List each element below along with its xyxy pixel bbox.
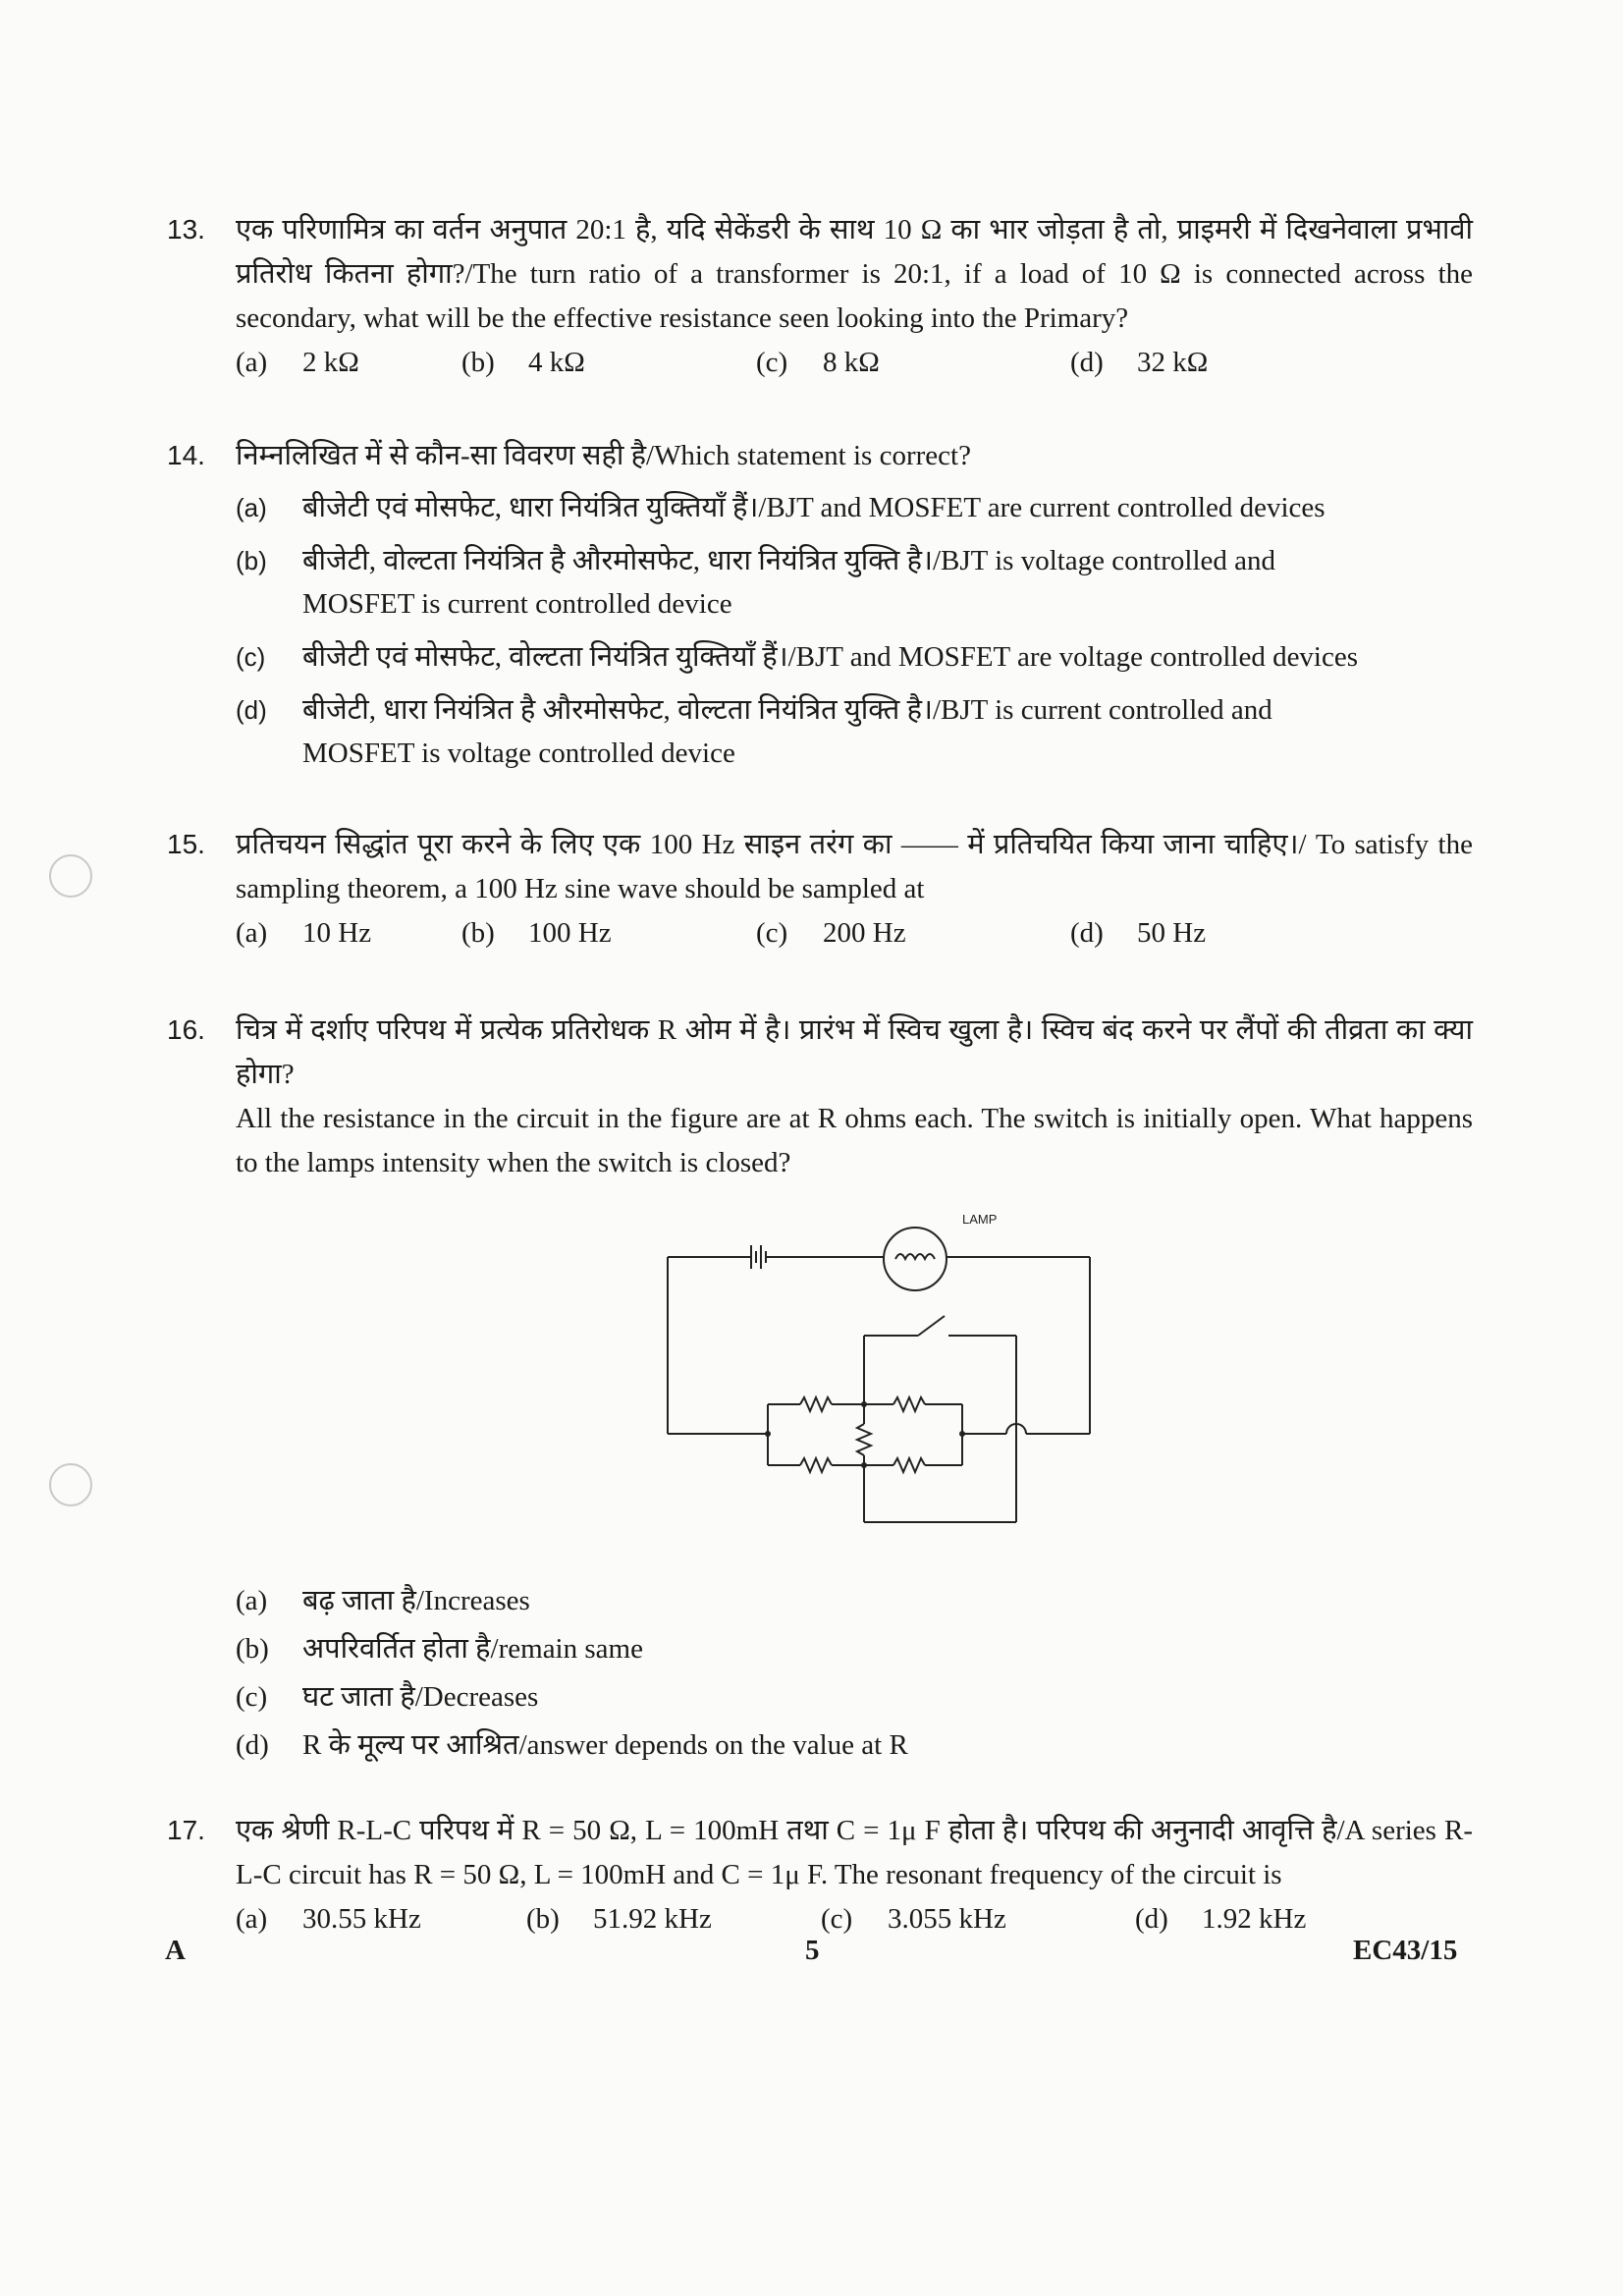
option-text: 8 kΩ: [823, 347, 880, 378]
question-text: निम्नलिखित में से कौन-सा विवरण सही है/Which statement is correct?: [236, 440, 971, 471]
option-text: बीजेटी एवं मोसफेट, वोल्टता नियंत्रित युक्तियाँ हैं।/BJT and MOSFET are voltage controlled devices: [302, 641, 1359, 673]
option-b[interactable]: [526, 1897, 821, 1941]
option-text: 3.055 kHz: [888, 1903, 1006, 1935]
option-d[interactable]: [1070, 341, 1208, 384]
option-text: 51.92 kHz: [593, 1903, 712, 1935]
footer-paper-code: EC43/15: [1353, 1935, 1458, 1966]
resistor: [857, 1424, 871, 1455]
option-text: 100 Hz: [528, 917, 612, 949]
options-row: [236, 1897, 1473, 1941]
options-list: [236, 1579, 1473, 1767]
junction: [861, 1401, 867, 1407]
option-label: (a): [236, 347, 268, 378]
question-15: [167, 823, 1473, 955]
option-label: (a): [236, 1903, 268, 1935]
question-16-options: [167, 1579, 1473, 1772]
options-list: [236, 486, 1473, 775]
punch-hole-top: [49, 854, 92, 898]
option-text: 2 kΩ: [302, 347, 359, 378]
option-a[interactable]: [236, 1579, 1473, 1622]
option-label: (d): [1070, 347, 1104, 378]
junction: [765, 1431, 771, 1437]
option-c[interactable]: [756, 341, 1070, 384]
option-text: 50 Hz: [1137, 917, 1207, 949]
question-number: 13.: [167, 214, 205, 245]
question-number: 17.: [167, 1815, 205, 1845]
question-text: एक श्रेणी R-L-C परिपथ में R = 50 Ω, L = 100mH तथा C = 1μ F होता है। परिपथ की अनुनादी आवृत्ति है/A series R-L-C circuit has R = 50 Ω, L = 100mH and C = 1μ F. The resonant frequency of the circuit is: [236, 1815, 1473, 1890]
question-17: [167, 1809, 1473, 1941]
question-13: [167, 208, 1473, 384]
option-label: (b): [236, 1633, 269, 1665]
question-16: [167, 1009, 1473, 1185]
option-text: बढ़ जाता है/Increases: [302, 1585, 530, 1616]
option-b[interactable]: [461, 341, 756, 384]
option-text: 10 Hz: [302, 917, 372, 949]
option-text: अपरिवर्तित होता है/remain same: [302, 1633, 643, 1665]
option-text: बीजेटी, वोल्टता नियंत्रित है औरमोसफेट, धारा नियंत्रित युक्ति है।/BJT is voltage controlled and MOSFET is current controlled device: [302, 545, 1275, 620]
question-text-hindi: चित्र में दर्शाए परिपथ में प्रत्येक प्रतिरोधक R ओम में है। प्रारंभ में स्विच खुला है। स्विच बंद करने पर लैंपों की तीव्रता का क्या होगा?: [236, 1014, 1473, 1090]
option-text: R के मूल्य पर आश्रित/answer depends on the value at R: [302, 1729, 908, 1761]
option-c[interactable]: [756, 911, 1070, 955]
question-text-english: All the resistance in the circuit in the figure are at R ohms each. The switch is initially open. What happens to the lamps intensity when the switch is closed?: [236, 1103, 1473, 1178]
option-b[interactable]: [236, 1627, 1473, 1670]
option-label: (c): [756, 347, 788, 378]
option-label: (a): [236, 1585, 268, 1616]
option-text: 200 Hz: [823, 917, 906, 949]
question-text: एक परिणामित्र का वर्तन अनुपात 20:1 है, यदि सेकेंडरी के साथ 10 Ω का भार जोड़ता है तो, प्राइमरी में दिखनेवाला प्रभावी प्रतिरोध कितना होगा?/The turn ratio of a transformer is 20:1, if a load of 10 Ω is connected across the secondary, what will be the effective resistance seen looking into the Primary?: [236, 214, 1473, 334]
option-a[interactable]: [236, 1897, 526, 1941]
resistor: [893, 1458, 925, 1472]
option-d[interactable]: [1135, 1897, 1306, 1941]
option-label: (d): [236, 695, 267, 725]
option-label: (d): [1070, 917, 1104, 949]
resistor: [800, 1397, 832, 1411]
option-text: 4 kΩ: [528, 347, 585, 378]
options-row: [236, 911, 1473, 955]
footer-page-number: 5: [805, 1935, 820, 1966]
option-b[interactable]: [461, 911, 756, 955]
option-label: (b): [526, 1903, 560, 1935]
option-text: 30.55 kHz: [302, 1903, 421, 1935]
options-row: [236, 341, 1473, 384]
option-label: (c): [236, 1681, 268, 1713]
option-text: 1.92 kHz: [1202, 1903, 1307, 1935]
option-label: (d): [1135, 1903, 1168, 1935]
option-label: (a): [236, 493, 267, 522]
option-text: बीजेटी, धारा नियंत्रित है औरमोसफेट, वोल्टता नियंत्रित युक्ति है।/BJT is current controlled and MOSFET is voltage controlled device: [302, 694, 1272, 769]
resistor: [893, 1397, 925, 1411]
punch-hole-bottom: [49, 1463, 92, 1506]
option-c[interactable]: [821, 1897, 1135, 1941]
question-14: [167, 434, 1473, 785]
option-d[interactable]: [236, 688, 1473, 775]
question-number: 14.: [167, 440, 205, 470]
option-text: बीजेटी एवं मोसफेट, धारा नियंत्रित युक्तियाँ हैं।/BJT and MOSFET are current controlled devices: [302, 492, 1325, 523]
option-a[interactable]: [236, 486, 1473, 529]
junction: [861, 1462, 867, 1468]
option-label: (c): [821, 1903, 853, 1935]
lamp-label: LAMP: [962, 1212, 998, 1227]
question-text: प्रतिचयन सिद्धांत पूरा करने के लिए एक 100 Hz साइन तरंग का —— में प्रतिचयित किया जाना चाहिए।/ To satisfy the sampling theorem, a 100 Hz sine wave should be sampled at: [236, 829, 1473, 904]
option-label: (b): [461, 917, 495, 949]
option-text: 32 kΩ: [1137, 347, 1209, 378]
switch: [918, 1316, 945, 1336]
option-d[interactable]: [1070, 911, 1206, 955]
circuit-diagram: [658, 1208, 1109, 1542]
option-label: (d): [236, 1729, 269, 1761]
question-number: 16.: [167, 1014, 205, 1045]
resistor: [800, 1458, 832, 1472]
option-a[interactable]: [236, 341, 461, 384]
junction: [959, 1431, 965, 1437]
option-a[interactable]: [236, 911, 461, 955]
option-c[interactable]: [236, 635, 1473, 679]
option-label: (c): [236, 642, 266, 672]
question-number: 15.: [167, 829, 205, 859]
footer-series-code: A: [165, 1935, 186, 1966]
option-label: (c): [756, 917, 788, 949]
option-d[interactable]: [236, 1723, 1473, 1767]
lamp-filament: [895, 1254, 935, 1259]
option-label: (b): [461, 347, 495, 378]
option-label: (a): [236, 917, 268, 949]
option-c[interactable]: [236, 1675, 1473, 1719]
option-label: (b): [236, 546, 267, 575]
option-b[interactable]: [236, 539, 1473, 626]
option-text: घट जाता है/Decreases: [302, 1681, 539, 1713]
